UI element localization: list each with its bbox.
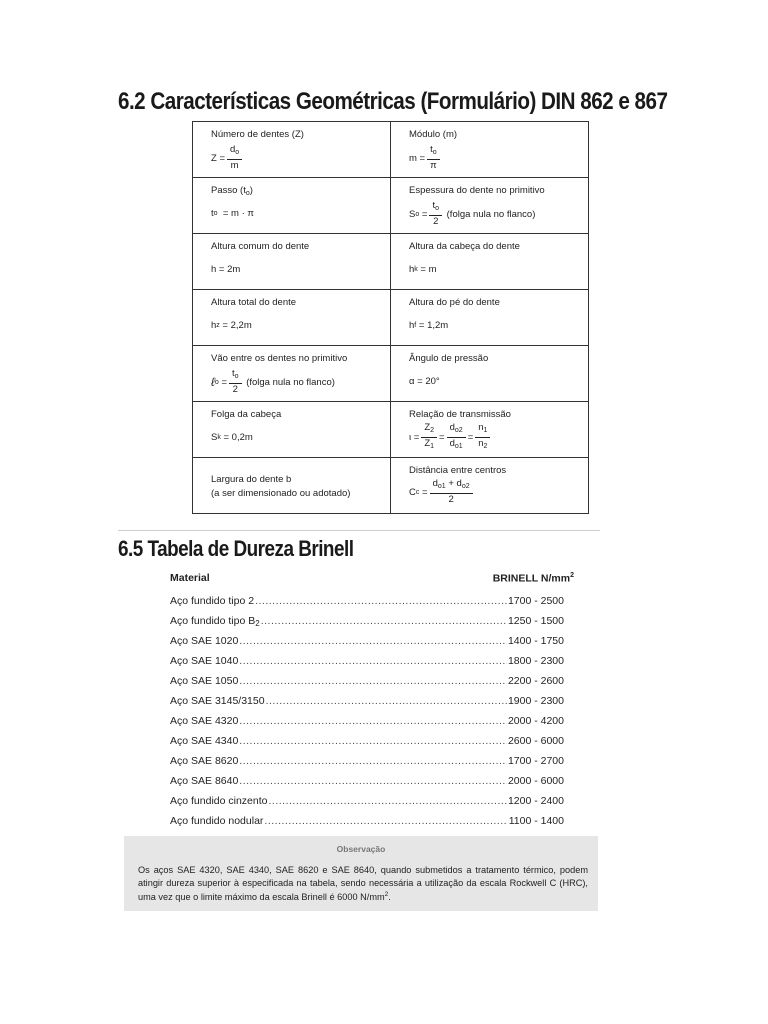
cell-total-height: Altura total do dente h z = 2,2m [193,290,391,346]
cell-tooth-gap: Vão entre os dentes no primitivo ℓ o = $\frac{t_o}{2}$ (folga nula no flanco) [193,346,391,402]
cell-label-note: (a ser dimensionado ou adotado) [211,488,351,499]
section-title-brinell: 6.5 Tabela de Dureza Brinell [118,536,354,561]
cell-center-distance: Distância entre centros C c = $\frac{d_{o1} + d_{o2}}{2}$ [391,458,589,514]
brinell-row: Aço SAE 1040 ..... 1800 - 2300 [170,651,564,671]
header-material: Material [170,572,210,584]
section-divider [118,530,600,531]
cell-dedendum: Altura do pé do dente h f = 1,2m [391,290,589,346]
cell-label: Altura total do dente [211,297,297,308]
brinell-row: Aço SAE 8620 ..... 1700 - 2700 [170,751,564,771]
cell-label: Largura do dente b [211,474,292,485]
cell-tooth-thickness: Espessura do dente no primitivo S o = $\frac{t_o}{2}$ (folga nula no flanco) [391,178,589,234]
cell-pressure-angle: Ângulo de pressão α = 20° [391,346,589,402]
brinell-row: Aço SAE 8640 ..... 2000 - 6000 [170,771,564,791]
cell-label: Passo $(t_o)$ [211,185,253,197]
header-brinell: BRINELL $N/mm^2$ [492,572,574,585]
brinell-row: Aço fundido tipo $B_2$ ..... 1250 - 1500 [170,611,564,631]
brinell-row: Aço SAE 4340 ..... 2600 - 6000 [170,731,564,751]
cell-transmission-ratio: Relação de transmissão ι = $\frac{Z_2}{Z_1}$ = $\frac{d_{o2}}{d_{o1}}$ = $\frac{n_1}{n_2}$ [391,402,589,458]
section-title-geometric: 6.2 Características Geométricas (Formulário) DIN 862 e 867 [118,88,668,115]
brinell-row: Aço SAE 3145/3150 ..... 1900 - 2300 [170,691,564,711]
cell-label: Vão entre os dentes no primitivo [211,353,348,364]
cell-label: Altura do pé do dente [409,297,500,308]
cell-label: Número de dentes (Z) [211,129,304,140]
cell-label: Distância entre centros [409,465,507,476]
brinell-row: Aço SAE 1020 ..... 1400 - 1750 [170,631,564,651]
brinell-row: Aço fundido nodular ..... 1100 - 1400 [170,811,564,831]
brinell-row: Aço fundido tipo 2 ..... 1700 - 2500 [170,591,564,611]
cell-label: Módulo (m) [409,129,458,140]
cell-label: Ângulo de pressão [409,353,489,364]
cell-label: Espessura do dente no primitivo [409,185,545,196]
cell-head-clearance: Folga da cabeça S k = 0,2m [193,402,391,458]
cell-common-height: Altura comum do dente h = 2m [193,234,391,290]
brinell-row: Aço SAE 1050 ..... 2200 - 2600 [170,671,564,691]
observation-title: Observação [336,844,386,854]
cell-addendum: Altura da cabeça do dente h k = m [391,234,589,290]
cell-number-of-teeth: Número de dentes (Z) Z = $\frac{d_o}{m}$ [193,122,391,178]
cell-pitch: Passo $(t_o)$ t o = m · π [193,178,391,234]
formula-table [192,121,589,514]
observation-box [124,836,598,911]
cell-label: Altura da cabeça do dente [409,241,520,252]
observation-text: Os aços SAE 4320, SAE 4340, SAE 8620 e SAE 8640, quando submetidos a tratamento térmico, podem atingir dureza superior à especificada na tabela, sendo necessária a utilização da escala Rockwell C (HRC), uma vez que o limite máximo da escala Brinell é 6000 $N/mm^2$. [138,865,588,903]
cell-module: Módulo (m) m = $\frac{t_o}{\pi}$ [391,122,589,178]
brinell-row: Aço SAE 4320 ..... 2000 - 4200 [170,711,564,731]
cell-label: Altura comum do dente [211,241,310,252]
cell-tooth-width [193,458,391,514]
cell-label: Relação de transmissão [409,409,511,420]
brinell-row: Aço fundido cinzento ..... 1200 - 2400 [170,791,564,811]
cell-label: Folga da cabeça [211,409,282,420]
